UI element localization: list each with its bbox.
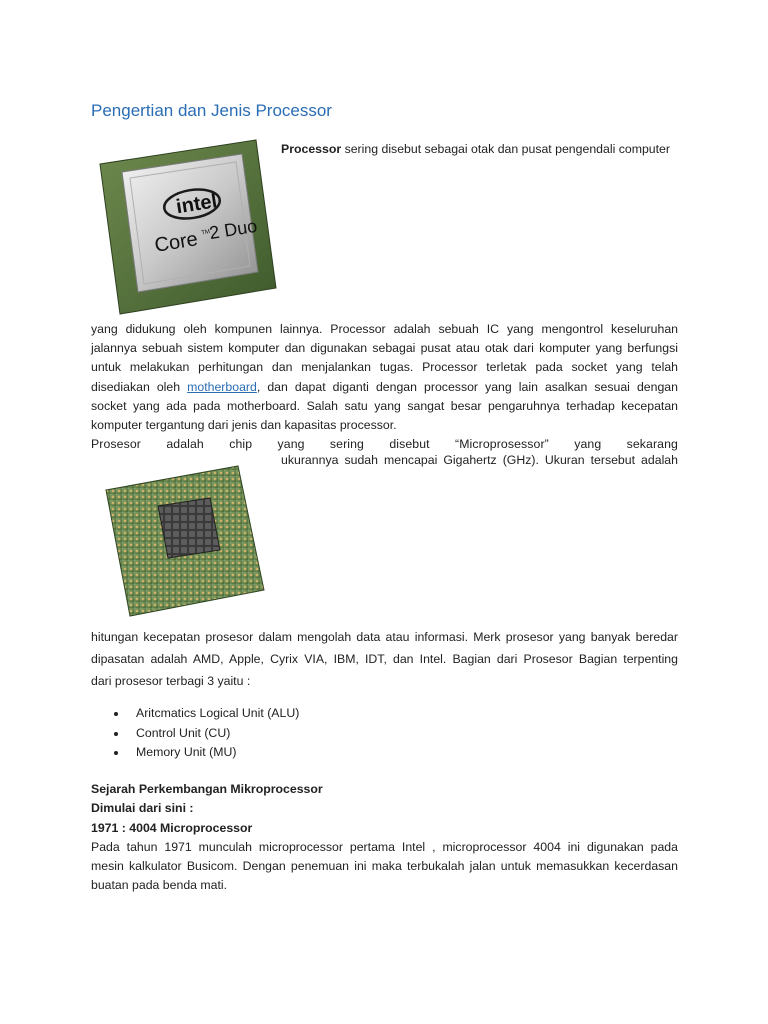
history-line: mesin kalkulator Busicom. Dengan penemuan ini maka terbukalah jalan untuk memasukkan kecerdasan	[91, 859, 678, 874]
motherboard-link[interactable]: motherboard	[187, 379, 257, 394]
chip-brand-text: intel	[174, 190, 219, 219]
intel-core2duo-chip-image	[92, 138, 278, 316]
history-line: Pada tahun 1971 munculah microprocessor pertama Intel , microprocessor 4004 ini digunakan pada	[91, 839, 678, 854]
chip-model-text: Core	[153, 228, 200, 257]
history-section	[91, 780, 678, 896]
paragraph-3	[91, 626, 678, 692]
processor-bold-term: Processor	[281, 142, 342, 156]
processor-chip-image	[92, 458, 272, 622]
intro-text: sering disebut sebagai otak dan pusat pengendali computer	[341, 142, 670, 156]
para1-text: disediakan oleh	[91, 379, 188, 394]
para1-text: , dan dapat diganti dengan processor yang lain asalkan sesuai dengan	[256, 379, 678, 394]
processor-parts-list	[91, 704, 678, 763]
para3-line: hitungan kecepatan prosesor dalam mengolah data atau informasi. Merk prosesor yang banyak beredar	[91, 630, 678, 644]
chip-model-sup-text: TM	[200, 229, 211, 237]
history-heading: Sejarah Perkembangan Mikroprocessor	[91, 782, 323, 796]
history-subheading: Dimulai dari sini :	[91, 801, 194, 816]
para1-line: untuk melakukan perhitungan dan menjalankan tugas. Processor terletak pada socket yang telah	[91, 360, 678, 375]
para1-line: komputer tergantung dari jenis dan kapasitas processor.	[91, 418, 397, 433]
list-item: Memory Unit (MU)	[91, 743, 678, 763]
para2-line2: ukurannya sudah mencapai Gigahertz (GHz). Ukuran tersebut adalah	[281, 453, 678, 467]
para1-line: yang didukung oleh kompunen lainnya. Processor adalah sebuah IC yang mengontrol keseluruhan	[91, 322, 678, 336]
article-title: Pengertian dan Jenis Processor	[91, 101, 332, 120]
para1-line: jalannya sebuah sistem komputer dan digunakan sebagai pusat atau otak dari komputer yang berfungsi	[91, 341, 678, 356]
chip-model-num-text: 2 Duo	[207, 215, 259, 244]
history-line: buatan pada benda mati.	[91, 878, 228, 893]
para1-line: socket yang ada pada motherboard. Salah satu yang sangat besar pengaruhnya terhadap kecepatan	[91, 398, 678, 413]
para3-line: dipasatan adalah AMD, Apple, Cyrix VIA, IBM, IDT, dan Intel. Bagian dari Prosesor Bagian terpenting	[91, 652, 678, 666]
intro-line	[281, 140, 681, 159]
para3-line: dari prosesor terbagi 3 yaitu :	[91, 674, 251, 688]
list-item: Aritcmatics Logical Unit (ALU)	[91, 704, 678, 724]
para1-line	[91, 378, 678, 397]
history-year-heading: 1971 : 4004 Microprocessor	[91, 820, 253, 835]
para2-line1: Prosesor adalah chip yang sering disebut “Microprosessor” yang sekarang	[91, 437, 678, 451]
list-item: Control Unit (CU)	[91, 724, 678, 744]
paragraph-1	[91, 320, 678, 435]
